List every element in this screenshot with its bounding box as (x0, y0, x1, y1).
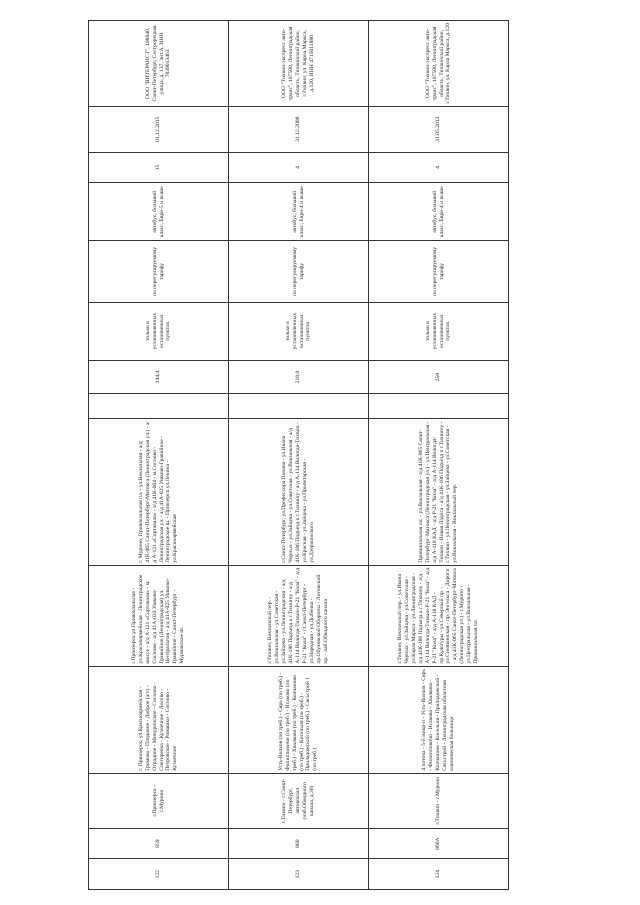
vehicle-class: автобус, большой класс, Евро-4 и выше (369, 183, 509, 241)
vehicle-count: 15 (89, 152, 229, 183)
row-number: 124 (369, 859, 509, 890)
start-date: 01.12.2015 (89, 106, 229, 152)
route-forward: г.Приозерск ул.Привокзальная - ул.Красноармейская - Ленинградское шоссе - а/д А-121 «Сортавала» - м. Сосново - а/д 41А-033 Ушково-Гравийное (Ленинградская) ул. Центральная - а/д 41А-025 Ушково-Гравийное - Санкт-Петербург - Мурманское ш. (89, 565, 229, 666)
intermediate-stops: 4 потока - 5-й микр-н - Усть-Волхов - Сярь - Филипповичи - Исаково - Хвалково - Колчаново - Кисельня - Приладожский - Сясьстрой - Ленинградская областная клиническая больница (369, 666, 509, 773)
route-code: 860 (229, 828, 369, 859)
route-code: 859 (89, 828, 229, 859)
stop-mode: только в установленных остановочных пунктах (89, 302, 229, 360)
carrier-info: ООО "ВИТЕРАНСТ", 198040, Санкт-Петербург, Сестрорецкая улица, д. 137, лит.А, ИНН 7839013463 (89, 21, 229, 107)
blank-col (369, 394, 509, 418)
route-name: г.Тихвин - г.Санкт-Петербург, автовокзал (наб.Обводного канала, д.36) (229, 773, 369, 828)
route-code: 860А (369, 828, 509, 859)
table-row (369, 21, 509, 890)
tariff-type: по нерегулируемому тарифу (89, 241, 229, 302)
route-backward: г.Санкт-Петербург, ул.Профессора Попова - ул.Ивана Черных - ул.Зайцева - ул.Советская - ул.Вокзальная - а/д 41К-186 Подъезд к г.Тихвину - а/д А-114 Вологда-Тихвин - ул.Красная - ул.Зайцева - ул.Пролетарская - ул.Дзержинского (229, 418, 369, 565)
route-name: г.Приозерск - г.Мурино (89, 773, 229, 828)
vehicle-class: автобус, большой класс, Евро-4 и выше (229, 183, 369, 241)
rotated-register-table (88, 20, 508, 890)
vehicle-count: 4 (369, 152, 509, 183)
row-number: 122 (89, 859, 229, 890)
vehicle-count: 4 (229, 152, 369, 183)
table-row (89, 21, 229, 890)
carrier-info: ООО "Тихвин-экспресс авто-транс", 187500, Ленинградская область, Тихвинский район, г.Тихвин, ул. Карла Маркса, д.120 (369, 21, 509, 107)
table-row (229, 21, 369, 890)
route-backward: г. Мурино, Привокзальная пл. - ул.Вокзальная - а/д 41К-065 Санкт-Петербург-Матокса (Ленинградская ул.) - а/д А-121 «Сортавала» - а/д 41К-064 - м.Сосново - Ленинградская ул. - а/д 41А-025 Ушково-Гравийное - Ленинградское ш. - Приозерск ул.Ленина - ул.Красноармейская (89, 418, 229, 565)
route-length: 218,0 (229, 360, 369, 394)
blank-col (229, 394, 369, 418)
stop-mode: только в установленных остановочных пунктах (369, 302, 509, 360)
route-length: 144,4 (89, 360, 229, 394)
route-length: 250 (369, 360, 509, 394)
intermediate-stops: Усть-Волхов (по треб.) - Сярь (по треб.) - Филипповичи (по треб.) - Исаково (по треб.) - Хвалково (по треб.) - Колчаново (по треб.) - Кисельня (по треб.) - Приладожский (по треб.) - Сясьстрой 1 (по треб.) (229, 666, 369, 773)
blank-col (89, 394, 229, 418)
tariff-type: по нерегулируемому тарифу (229, 241, 369, 302)
start-date: 31.05.2013 (369, 106, 509, 152)
route-forward: г.Тихвин, Вокзальный пер. - ул.Вокзальная - ул.Советская - ул.Зайцева - ул.Ленинградская - а/д 41К-186 Подъезд к г.Тихвину - а/д А-114 Вологда-Тихвин-Р-21 "Кола" - а/д Р-21 "Кола" - г.Санкт-Петербург - ул.Народная - ул.Дыбенко - пр.Обуховской Обороны - Лиговский пр. - наб.Обводного канала (229, 565, 369, 666)
route-register-table (88, 20, 509, 890)
route-forward: г.Тихвин, Вокзальный пер. - ул.Ивана Черных - ул.Зайцева - ул.Советская - ул.Карла Маркса - ул.Ленинградская - а/д 41К-186 Подъезд к г.Тихвину - а/д А-114 Вологда-Тихвин-Р-21 "Кола" - а/д Р-21 "Кола" - а/д А-118 КАД - пр.Культуры - ул.Северный пр. - ул.Синявинская - пр. Энгельса - Дороги - а/д 41К-065 Санкт-Петербург-Матокса (Ленинградская ул.) - г.Мурино - ул.Центральная - ул.Вокзальная - Привокзальная пл. (369, 565, 509, 666)
route-name: г.Тихвин - г.Мурино (369, 773, 509, 828)
carrier-info: ООО "Тихвин-экспресс авто-транс", 187500, Ленинградская область, Тихвинский район, г.Тихвин, ул. Карла Маркса, д.120, ИНН 4715011880 (229, 21, 369, 107)
tariff-type: по нерегулируемому тарифу (369, 241, 509, 302)
route-backward: Привокзальная пл. - ул.Вокзальная - а/д 41К-065 Санкт-Петербург-Матокса (Ленинградская ул.) - ул.Центральная - а/д А-118 КАД - а/д Р-21 "Кола" - а/д А-114 Вологда-Тихвин - Новая Ладога - а/д 41К-186 Подъезд к г.Тихвину - г.Тихвин - ул.Ленинградская - ул.Зайцева - ул.Советская - ул.Вокзальная - Вокзальный пер. (369, 418, 509, 565)
start-date: 31.12.2008 (229, 106, 369, 152)
intermediate-stops: г. Приозерск, ул.Красноармейская - Громово - Плодовое - Доброе (а/п) - Отрадное - Мичуринское - Сосново - Снегиревка - Кузнечное - Лосево - Петровское - Ромашки - Сосново - Кузнечное (89, 666, 229, 773)
row-number: 123 (229, 859, 369, 890)
vehicle-class: автобус, большой класс, Евро-5 и выше (89, 183, 229, 241)
stop-mode: только в установленных остановочных пунктах (229, 302, 369, 360)
